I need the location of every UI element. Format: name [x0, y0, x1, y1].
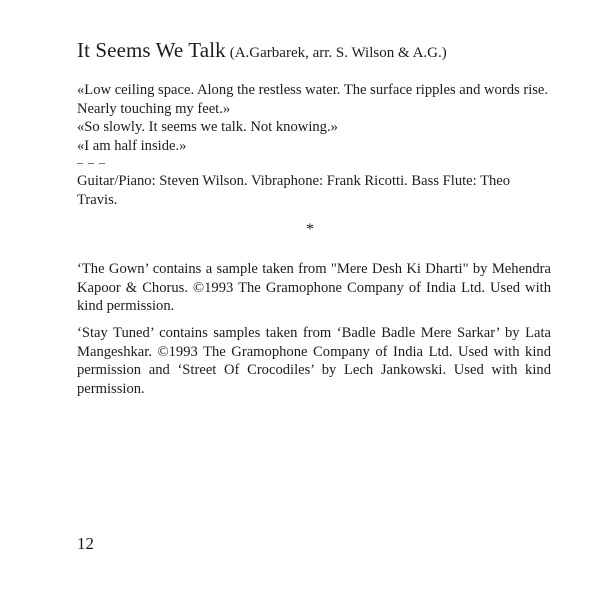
song-title: It Seems We Talk [77, 38, 226, 62]
section-divider-asterisk: * [306, 221, 314, 238]
lyric-line-1: «Low ceiling space. Along the restless water. The surface ripples and words rise. Nearly touching my feet.» [77, 82, 549, 117]
lyrics-block [77, 81, 551, 169]
page-number: 12 [77, 534, 94, 553]
lyric-line-2: «So slowly. It seems we talk. Not knowing.» [77, 119, 338, 136]
musician-credits: Guitar/Piano: Steven Wilson. Vibraphone: Frank Ricotti. Bass Flute: Theo Travis. [77, 173, 511, 208]
lyric-line-3: «I am half inside.» [77, 137, 187, 154]
sample-notice-stay-tuned: ‘Stay Tuned’ contains samples taken from ‘Badle Badle Mere Sarkar’ by Lata Mangeshkar. ©1993 The Gramophone Company of India Ltd. Used with kind permission and ‘Street Of Crocodiles’ by Lech Jankowski. Used with kind permission. [77, 325, 551, 397]
song-credit: (A.Garbarek, arr. S. Wilson & A.G.) [229, 45, 447, 61]
sample-notice-the-gown: ‘The Gown’ contains a sample taken from "Mere Desh Ki Dharti" by Mehendra Kapoor & Chorus. ©1993 The Gramophone Company of India Ltd. Used with kind permission. [77, 261, 551, 315]
song-heading [77, 38, 447, 63]
lyrics-separator: – – – [77, 155, 106, 170]
